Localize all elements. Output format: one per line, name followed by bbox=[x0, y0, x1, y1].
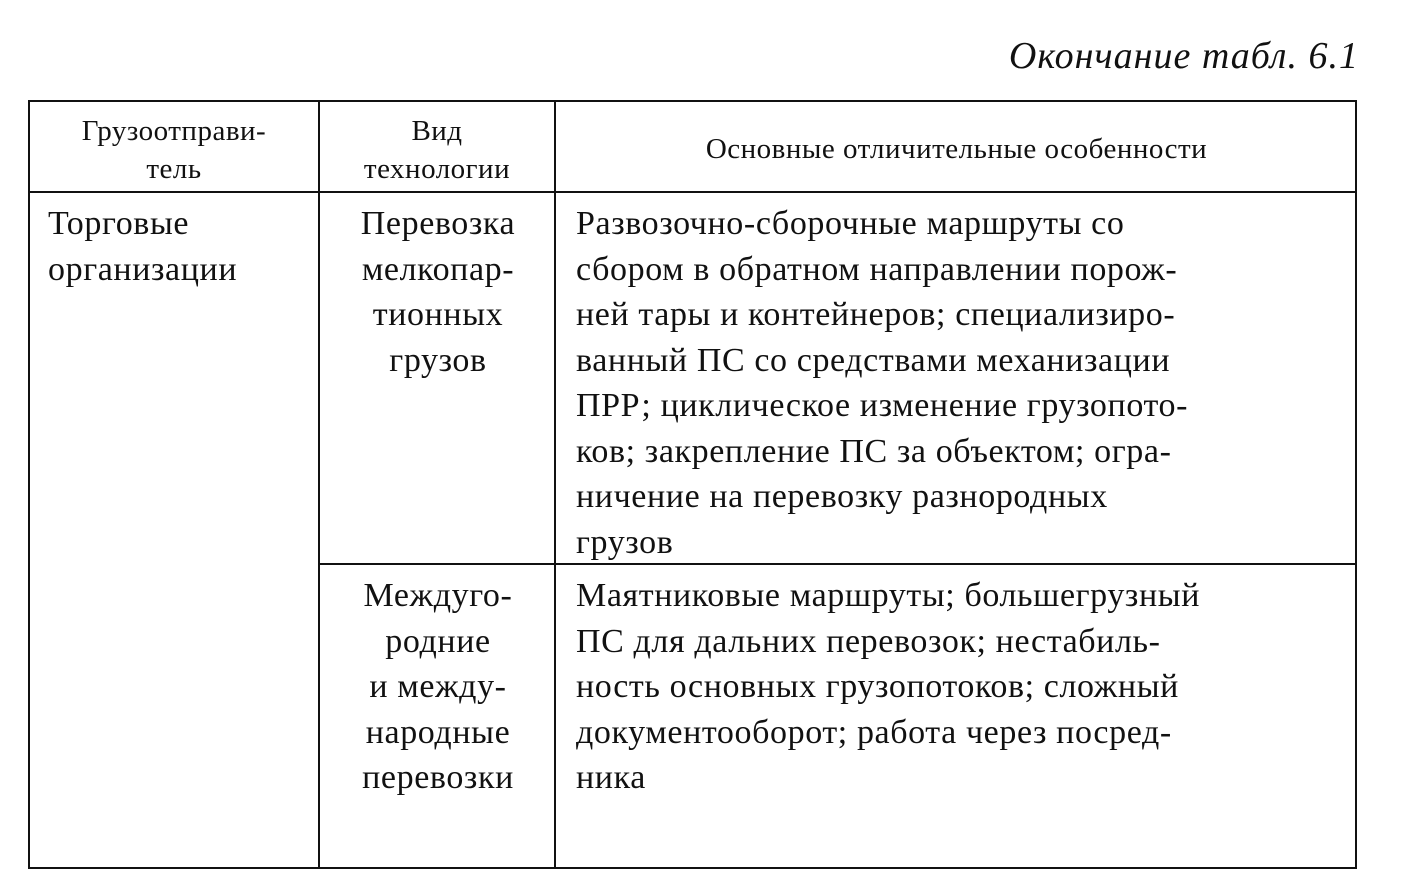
cell-features-line: ность основных грузопотоков; сложный bbox=[576, 668, 1179, 705]
cell-features-line: документооборот; работа через посред- bbox=[576, 713, 1172, 751]
cell-technology-line: родние bbox=[385, 622, 491, 660]
cell-technology-line: мелкопар- bbox=[361, 250, 515, 288]
header-shipper-line: Грузоотправи- bbox=[81, 115, 267, 147]
data-table bbox=[28, 100, 1357, 869]
cell-features-line: ванный ПС со средствами механизации bbox=[576, 341, 1171, 379]
cell-features-line: ничение на перевозку разнородных bbox=[576, 478, 1108, 515]
cell-features-line: ней тары и контейнеров; специализиро- bbox=[576, 296, 1176, 333]
cell-features-line: ПРР; циклическое изменение грузопото- bbox=[576, 387, 1189, 424]
column-divider-2 bbox=[554, 102, 556, 867]
cell-features-row-1 bbox=[576, 201, 1351, 565]
cell-technology-line: тионных bbox=[372, 296, 504, 333]
cell-shipper-line: Торговые bbox=[48, 205, 190, 242]
cell-technology-row-2 bbox=[322, 573, 554, 801]
cell-technology-line: народные bbox=[365, 713, 511, 751]
header-technology bbox=[320, 112, 554, 188]
cell-features-line: грузов bbox=[576, 523, 674, 561]
header-technology-line: технологии bbox=[363, 153, 511, 185]
cell-features-line: Развозочно-сборочные маршруты со bbox=[576, 205, 1125, 242]
cell-features-line: ПС для дальних перевозок; нестабиль- bbox=[576, 622, 1161, 660]
cell-features-row-2 bbox=[576, 573, 1351, 801]
table-caption: Окончание табл. 6.1 bbox=[1008, 35, 1359, 77]
cell-technology-line: Перевозка bbox=[360, 205, 516, 242]
cell-features-line: ков; закрепление ПС за объектом; огра- bbox=[576, 432, 1172, 470]
cell-technology-line: грузов bbox=[389, 341, 487, 379]
header-technology-line: Вид bbox=[411, 115, 463, 147]
header-features bbox=[556, 130, 1357, 168]
cell-shipper-line: организации bbox=[48, 250, 238, 288]
cell-technology-row-1 bbox=[322, 201, 554, 383]
header-divider bbox=[30, 191, 1355, 193]
cell-technology-line: и междy- bbox=[369, 668, 507, 705]
cell-features-line: Маятниковые маршруты; большегрузный bbox=[576, 577, 1201, 614]
header-features-line: Основные отличительные особенности bbox=[705, 133, 1208, 165]
header-shipper-line: тель bbox=[146, 153, 202, 185]
cell-features-line: ника bbox=[576, 759, 646, 796]
cell-technology-line: Междуго- bbox=[363, 577, 513, 614]
cell-technology-line: перевозки bbox=[362, 759, 514, 796]
cell-shipper bbox=[48, 201, 316, 292]
cell-features-line: сбором в обратном направлении порож- bbox=[576, 250, 1178, 288]
column-divider-1 bbox=[318, 102, 320, 867]
header-shipper bbox=[30, 112, 318, 188]
